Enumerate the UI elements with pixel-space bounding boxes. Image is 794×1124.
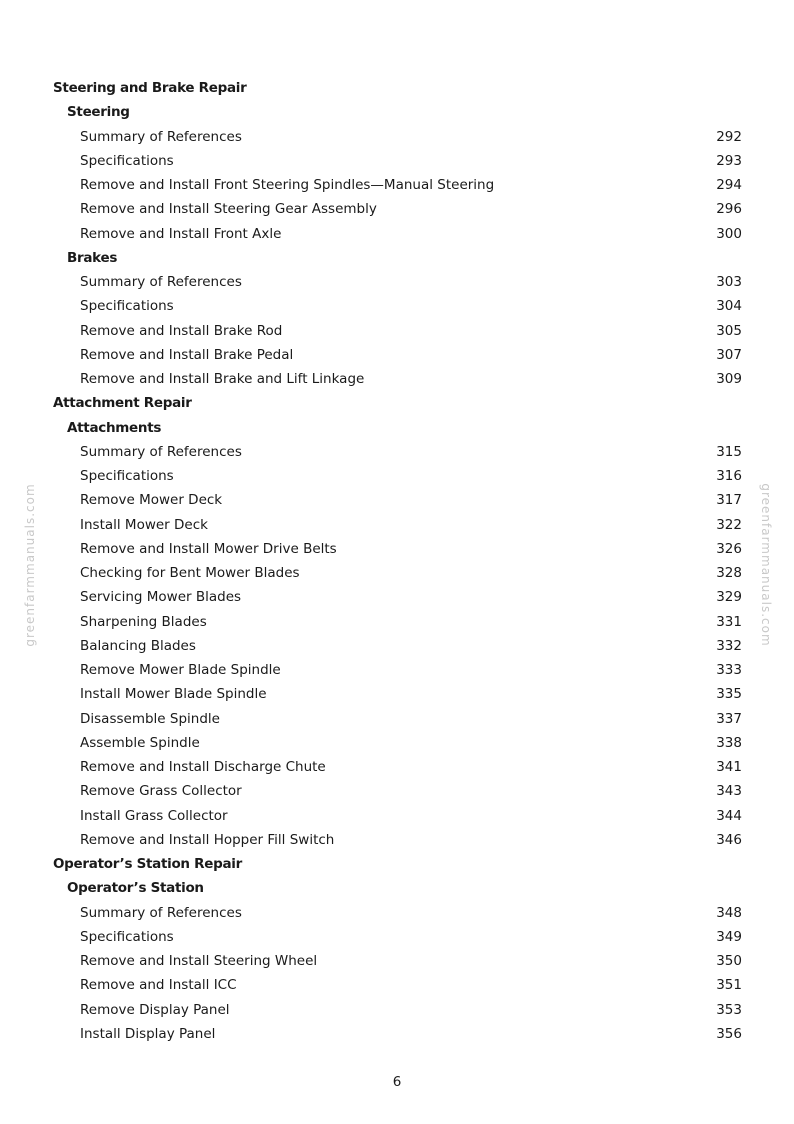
- page-number: 6: [392, 1074, 402, 1090]
- toc-entry[interactable]: [0, 658, 794, 682]
- toc-entry-page-number: 332: [716, 637, 742, 654]
- toc-entry-title: Remove and Install Steering Wheel: [80, 953, 318, 969]
- table-of-contents: [0, 76, 794, 1046]
- toc-entry-title: Sharpening Blades: [80, 613, 207, 630]
- toc-entry-page-number: 292: [716, 128, 742, 145]
- toc-entry-title: Disassemble Spindle: [80, 710, 220, 727]
- toc-entry-title: Steering and Brake Repair: [53, 80, 247, 96]
- toc-entry[interactable]: [0, 173, 794, 197]
- toc-entry-title: Specifications: [80, 298, 174, 315]
- toc-entry-title: Attachments: [67, 419, 162, 436]
- toc-entry[interactable]: [0, 925, 794, 949]
- toc-entry[interactable]: [0, 901, 794, 925]
- toc-subsection-heading: [0, 246, 794, 270]
- toc-entry-page-number: 300: [716, 225, 742, 242]
- toc-entry-page-number: 356: [716, 1025, 742, 1042]
- toc-entry-title: Brakes: [67, 249, 118, 266]
- toc-entry-page-number: 294: [716, 177, 742, 193]
- toc-section-heading: [0, 391, 794, 415]
- toc-section-heading: [0, 852, 794, 876]
- toc-entry-title: Remove Grass Collector: [80, 783, 242, 800]
- toc-entry-page-number: 322: [716, 516, 742, 533]
- toc-entry-title: Remove Display Panel: [80, 1001, 230, 1018]
- toc-entry-title: Install Mower Blade Spindle: [80, 686, 267, 703]
- toc-entry-page-number: 303: [716, 274, 742, 290]
- toc-entry-title: Remove and Install Mower Drive Belts: [80, 540, 337, 557]
- toc-entry-title: Remove and Install Discharge Chute: [80, 759, 326, 775]
- toc-entry-page-number: 353: [716, 1001, 742, 1018]
- toc-entry-title: Install Display Panel: [80, 1025, 216, 1042]
- toc-entry[interactable]: [0, 731, 794, 755]
- toc-entry-title: Install Mower Deck: [80, 516, 208, 533]
- toc-subsection-heading: [0, 416, 794, 440]
- toc-entry-title: Install Grass Collector: [80, 807, 228, 824]
- toc-entry[interactable]: [0, 513, 794, 537]
- toc-entry[interactable]: [0, 949, 794, 973]
- toc-entry-page-number: 338: [716, 734, 742, 751]
- toc-entry-page-number: 350: [716, 953, 742, 969]
- toc-entry-page-number: 329: [716, 589, 742, 606]
- toc-entry-title: Assemble Spindle: [80, 734, 200, 751]
- toc-entry[interactable]: [0, 682, 794, 706]
- toc-entry-title: Specifications: [80, 468, 174, 484]
- toc-entry[interactable]: [0, 610, 794, 634]
- toc-entry-page-number: 335: [716, 686, 742, 703]
- toc-entry[interactable]: [0, 779, 794, 803]
- toc-entry-page-number: 344: [716, 807, 742, 824]
- toc-entry[interactable]: [0, 828, 794, 852]
- watermark-right: greenfarmmanuals.com: [759, 483, 773, 647]
- toc-entry-page-number: 337: [716, 710, 742, 727]
- toc-entry[interactable]: [0, 367, 794, 391]
- toc-entry-title: Summary of References: [80, 904, 242, 921]
- toc-entry-title: Specifications: [80, 928, 174, 945]
- toc-entry-page-number: 348: [716, 904, 742, 921]
- toc-entry-title: Remove and Install Front Axle: [80, 225, 282, 242]
- toc-entry[interactable]: [0, 998, 794, 1022]
- toc-entry-title: Remove and Install Front Steering Spindles—Manual Steering: [80, 177, 495, 193]
- toc-entry-title: Summary of References: [80, 128, 242, 145]
- toc-entry[interactable]: [0, 149, 794, 173]
- toc-entry[interactable]: [0, 973, 794, 997]
- toc-entry-page-number: 328: [716, 565, 742, 581]
- toc-entry[interactable]: [0, 561, 794, 585]
- toc-entry-page-number: 349: [716, 928, 742, 945]
- toc-entry[interactable]: [0, 270, 794, 294]
- toc-entry-page-number: 331: [716, 613, 742, 630]
- toc-entry[interactable]: [0, 804, 794, 828]
- toc-entry-title: Steering: [67, 104, 130, 121]
- toc-entry-page-number: 316: [716, 468, 742, 484]
- toc-entry-title: Summary of References: [80, 274, 242, 290]
- toc-entry[interactable]: [0, 537, 794, 561]
- toc-entry-title: Remove and Install Hopper Fill Switch: [80, 831, 335, 848]
- toc-entry-page-number: 305: [716, 322, 742, 339]
- toc-entry-title: Summary of References: [80, 443, 242, 460]
- toc-entry-title: Remove and Install Brake Rod: [80, 322, 283, 339]
- toc-entry-page-number: 351: [716, 977, 742, 994]
- toc-entry-page-number: 304: [716, 298, 742, 315]
- toc-entry-page-number: 343: [716, 783, 742, 800]
- toc-subsection-heading: [0, 100, 794, 124]
- toc-entry-page-number: 333: [716, 662, 742, 678]
- toc-entry-page-number: 341: [716, 759, 742, 775]
- toc-entry-title: Checking for Bent Mower Blades: [80, 565, 300, 581]
- toc-entry[interactable]: [0, 755, 794, 779]
- toc-section-heading: [0, 76, 794, 100]
- toc-subsection-heading: [0, 876, 794, 900]
- toc-entry-title: Operator’s Station: [67, 880, 204, 897]
- toc-entry[interactable]: [0, 222, 794, 246]
- toc-entry[interactable]: [0, 125, 794, 149]
- toc-entry[interactable]: [0, 464, 794, 488]
- toc-entry[interactable]: [0, 707, 794, 731]
- toc-entry-title: Remove and Install Brake and Lift Linkage: [80, 371, 365, 387]
- toc-entry[interactable]: [0, 488, 794, 512]
- toc-entry[interactable]: [0, 319, 794, 343]
- toc-entry-page-number: 346: [716, 831, 742, 848]
- toc-entry-title: Remove Mower Blade Spindle: [80, 662, 281, 678]
- toc-entry[interactable]: [0, 197, 794, 221]
- toc-entry-title: Specifications: [80, 152, 174, 169]
- toc-entry-page-number: 309: [716, 371, 742, 387]
- toc-entry-page-number: 317: [716, 492, 742, 509]
- toc-entry-title: Servicing Mower Blades: [80, 589, 242, 606]
- toc-entry-page-number: 293: [716, 152, 742, 169]
- toc-entry-title: Balancing Blades: [80, 637, 196, 654]
- watermark-left: greenfarmmanuals.com: [23, 483, 37, 647]
- toc-entry[interactable]: [0, 440, 794, 464]
- toc-entry-title: Remove and Install Brake Pedal: [80, 346, 294, 363]
- toc-entry-title: Remove Mower Deck: [80, 492, 223, 509]
- toc-entry-title: Remove and Install ICC: [80, 977, 237, 994]
- toc-entry-page-number: 296: [716, 201, 742, 218]
- toc-entry-page-number: 326: [716, 540, 742, 557]
- toc-entry[interactable]: [0, 585, 794, 609]
- toc-entry-page-number: 315: [716, 443, 742, 460]
- toc-entry[interactable]: [0, 634, 794, 658]
- toc-entry[interactable]: [0, 294, 794, 318]
- toc-entry-title: Remove and Install Steering Gear Assembly: [80, 201, 377, 218]
- toc-entry[interactable]: [0, 1022, 794, 1046]
- toc-entry[interactable]: [0, 343, 794, 367]
- toc-entry-page-number: 307: [716, 346, 742, 363]
- toc-entry-title: Attachment Repair: [53, 395, 192, 412]
- toc-entry-title: Operator’s Station Repair: [53, 856, 242, 872]
